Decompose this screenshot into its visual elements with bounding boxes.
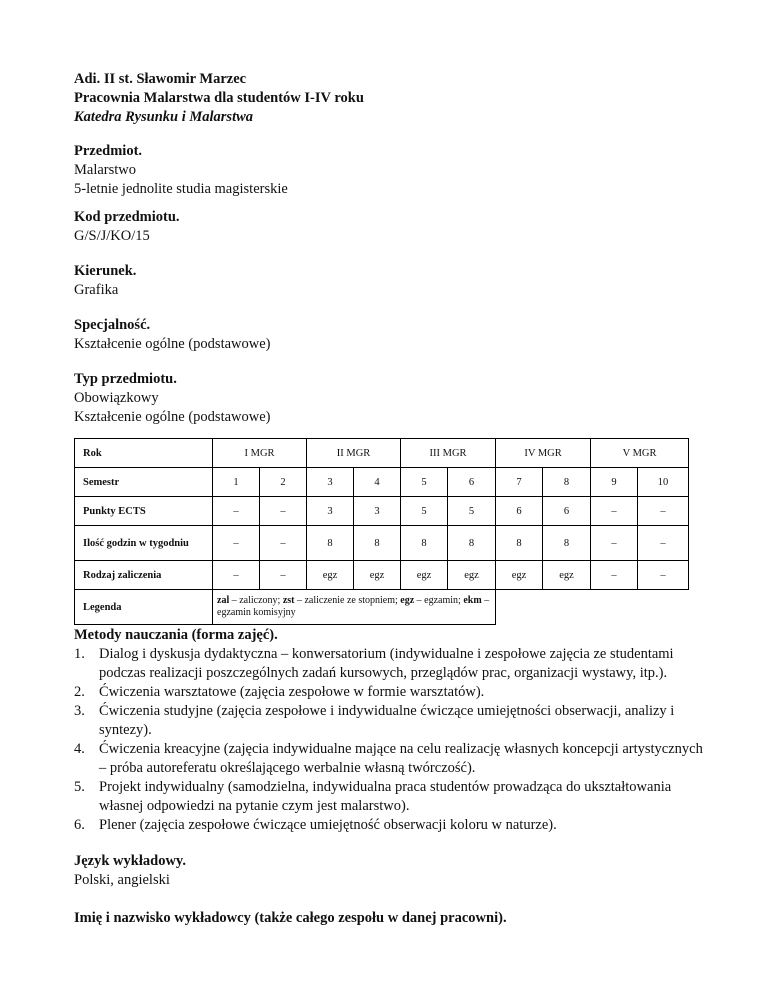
table-row-year	[75, 439, 689, 468]
list-item: 6. Plener (zajęcia zespołowe ćwiczące umiejętność obserwacji koloru w naturze).	[74, 817, 557, 833]
row-label: Rok	[75, 439, 213, 468]
table-cell: –	[260, 497, 307, 526]
table-cell: 8	[354, 526, 401, 561]
year-header: V MGR	[591, 439, 689, 468]
section-title: Przedmiot.	[74, 143, 143, 159]
year-header: IV MGR	[496, 439, 591, 468]
table-cell: 5	[448, 497, 496, 526]
section-line: Kształcenie ogólne (podstawowe)	[74, 409, 271, 425]
instructor-name: Adi. II st. Sławomir Marzec	[74, 71, 247, 87]
table-cell: egz	[448, 561, 496, 590]
section-subject	[74, 142, 288, 199]
year-header: I MGR	[213, 439, 307, 468]
table-cell: 5	[401, 468, 448, 497]
section-line: Polski, angielski	[74, 872, 170, 888]
list-item: 5. Projekt indywidualny (samodzielna, indywidualna praca studentów prowadząca do ukształtowania własnej odpowiedzi na pytanie czym jest malarstwo).	[74, 779, 672, 814]
section-subject-type	[74, 370, 271, 427]
section-title: Język wykładowy.	[74, 853, 186, 869]
table-row	[75, 497, 689, 526]
table-cell: 6	[448, 468, 496, 497]
table-cell: 5	[401, 497, 448, 526]
section-subject-code	[74, 208, 180, 246]
section-title: Imię i nazwisko wykładowcy (także całego zespołu w danej pracowni).	[74, 910, 507, 926]
table-cell: 9	[591, 468, 638, 497]
section-line: Kształcenie ogólne (podstawowe)	[74, 336, 271, 352]
table-cell: 6	[496, 497, 543, 526]
list-item: 4. Ćwiczenia kreacyjne (zajęcia indywidualne mające na celu realizację własnych koncepcji artystycznych – próba autoreferatu określającego werbalnie własną twórczość).	[74, 741, 703, 776]
table-cell: 3	[354, 497, 401, 526]
section-title: Kod przedmiotu.	[74, 209, 180, 225]
table-row	[75, 526, 689, 561]
study-plan-table	[74, 438, 689, 625]
table-cell: 8	[496, 526, 543, 561]
section-lecturer	[74, 909, 507, 928]
table-cell: 10	[638, 468, 689, 497]
section-line: Grafika	[74, 282, 119, 298]
table-cell: egz	[496, 561, 543, 590]
table-cell: 8	[543, 468, 591, 497]
document-header	[74, 70, 364, 127]
legend-text: zal – zaliczony; zst – zaliczenie ze stopniem; egz – egzamin; ekm – egzamin komisyjny	[213, 590, 496, 625]
table-cell: –	[591, 526, 638, 561]
table-cell: –	[638, 561, 689, 590]
table-row	[75, 561, 689, 590]
row-label: Ilość godzin w tygodniu	[75, 526, 213, 561]
section-language	[74, 852, 186, 890]
table-cell: 1	[213, 468, 260, 497]
teaching-methods	[74, 626, 704, 835]
section-title: Kierunek.	[74, 263, 137, 279]
list-item: 2. Ćwiczenia warsztatowe (zajęcia zespołowe w formie warsztatów).	[74, 684, 485, 700]
table-cell: –	[260, 561, 307, 590]
row-label: Rodzaj zaliczenia	[75, 561, 213, 590]
section-field	[74, 262, 136, 300]
table-cell: egz	[401, 561, 448, 590]
section-line: 5-letnie jednolite studia magisterskie	[74, 181, 288, 197]
table-cell: 7	[496, 468, 543, 497]
table-cell: 6	[543, 497, 591, 526]
empty-cell	[496, 590, 689, 625]
table-cell: –	[213, 526, 260, 561]
table-row	[75, 468, 689, 497]
table-cell: 4	[354, 468, 401, 497]
table-cell: –	[638, 497, 689, 526]
section-title: Specjalność.	[74, 317, 151, 333]
row-label: Legenda	[75, 590, 213, 625]
table-cell: 8	[401, 526, 448, 561]
table-cell: –	[260, 526, 307, 561]
section-line: Malarstwo	[74, 162, 137, 178]
row-label: Semestr	[75, 468, 213, 497]
table-cell: 3	[307, 497, 354, 526]
list-item: 1. Dialog i dyskusja dydaktyczna – konwersatorium (indywidualne i zespołowe zajęcia ze studentami podczas realizacji poszczególnych zadań kursowych, przeglądów prac, organizacji wystawy, itp.).	[74, 646, 674, 681]
section-specialty	[74, 316, 271, 354]
section-line: Obowiązkowy	[74, 390, 159, 406]
table-cell: 3	[307, 468, 354, 497]
table-cell: –	[638, 526, 689, 561]
year-header: III MGR	[401, 439, 496, 468]
table-row-legend	[75, 590, 689, 625]
row-label: Punkty ECTS	[75, 497, 213, 526]
table-cell: 2	[260, 468, 307, 497]
table-cell: –	[213, 497, 260, 526]
table-cell: egz	[307, 561, 354, 590]
table-cell: –	[213, 561, 260, 590]
department-name: Katedra Rysunku i Malarstwa	[74, 109, 254, 125]
section-title: Typ przedmiotu.	[74, 371, 177, 387]
table-cell: 8	[448, 526, 496, 561]
methods-list	[74, 645, 704, 835]
year-header: II MGR	[307, 439, 401, 468]
table-cell: 8	[307, 526, 354, 561]
studio-name: Pracownia Malarstwa dla studentów I-IV roku	[74, 90, 364, 106]
methods-title: Metody nauczania (forma zajęć).	[74, 627, 278, 643]
table-cell: –	[591, 561, 638, 590]
table-cell: –	[591, 497, 638, 526]
table-cell: egz	[543, 561, 591, 590]
list-item: 3. Ćwiczenia studyjne (zajęcia zespołowe i indywidualne ćwiczące umiejętności obserwacji, analizy i syntezy).	[74, 703, 675, 738]
table-cell: 8	[543, 526, 591, 561]
section-line: G/S/J/KO/15	[74, 228, 150, 244]
table-cell: egz	[354, 561, 401, 590]
